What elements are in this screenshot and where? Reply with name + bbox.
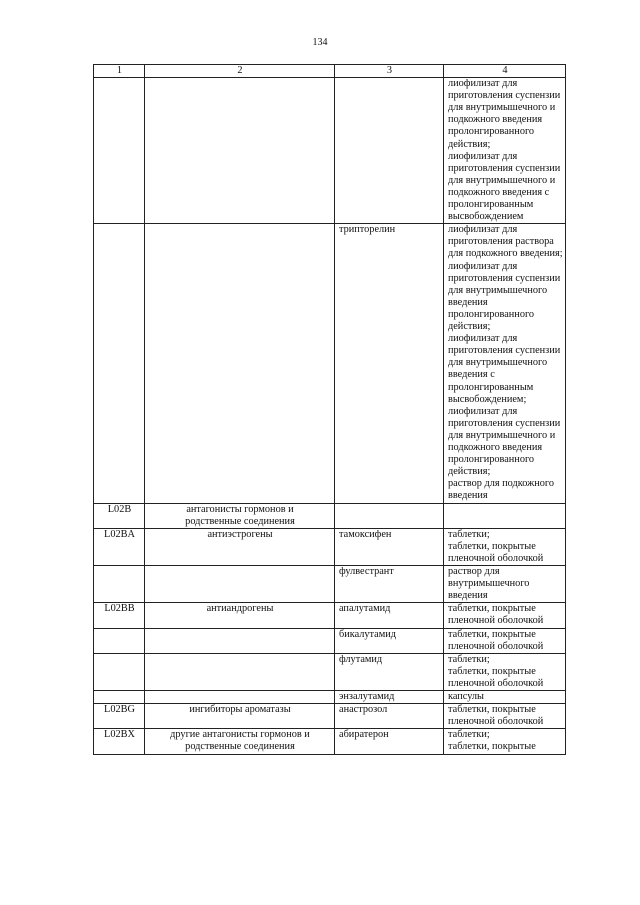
group-name-cell: [145, 653, 335, 690]
column-header-3: 3: [335, 65, 444, 78]
drug-name-cell: [335, 729, 444, 754]
dosage-form-cell: [444, 704, 566, 729]
cell-text-line: антагонисты гормонов и: [186, 503, 294, 515]
table-row: [94, 78, 566, 224]
cell-text-line: флутамид: [339, 653, 383, 665]
drug-name-cell: [335, 691, 444, 704]
dosage-form-cell: [444, 78, 566, 224]
table-row: [94, 603, 566, 628]
cell-text-line: родственные соединения: [185, 741, 295, 753]
group-name-cell: [145, 528, 335, 565]
cell-text-line: таблетки, покрытые: [448, 704, 536, 716]
dosage-form-cell: [444, 224, 566, 503]
cell-text-line: приготовления суспензии: [448, 417, 561, 429]
atc-code-cell: [94, 78, 145, 224]
cell-text-line: высвобождением: [448, 211, 524, 223]
table-row: [94, 704, 566, 729]
column-header-1: 1: [94, 65, 145, 78]
table-row: [94, 729, 566, 754]
cell-text-line: антиэстрогены: [207, 528, 273, 540]
cell-text-line: пленочной оболочкой: [448, 552, 544, 564]
table-body: [94, 65, 566, 755]
cell-text-line: приготовления раствора: [448, 236, 554, 248]
cell-text-line: другие антагонисты гормонов и: [170, 729, 310, 741]
drug-name-cell: [335, 224, 444, 503]
atc-code-cell: [94, 628, 145, 653]
dosage-form-cell: [444, 603, 566, 628]
dosage-form-cell: [444, 653, 566, 690]
cell-text-line: действия;: [448, 321, 491, 333]
cell-text-line: ингибиторы ароматазы: [189, 704, 291, 716]
group-name-cell: [145, 603, 335, 628]
cell-text-line: пленочной оболочкой: [448, 677, 544, 689]
cell-text-line: пролонгированного: [448, 308, 535, 320]
cell-text-line: родственные соединения: [185, 515, 295, 527]
cell-text-line: подкожного введения: [448, 114, 543, 126]
cell-text-line: таблетки;: [448, 729, 490, 741]
cell-text-line: бикалутамид: [339, 628, 397, 640]
cell-text-line: пролонгированного: [448, 454, 535, 466]
table-row: [94, 224, 566, 503]
drug-name-cell: [335, 653, 444, 690]
cell-text-line: анастрозол: [339, 704, 388, 716]
table-row: [94, 653, 566, 690]
dosage-form-cell: [444, 566, 566, 603]
cell-text-line: приготовления суспензии: [448, 272, 561, 284]
drug-name-cell: [335, 704, 444, 729]
drug-name-cell: [335, 603, 444, 628]
group-name-cell: [145, 503, 335, 528]
dosage-form-cell: [444, 691, 566, 704]
cell-text-line: лиофилизат для: [448, 260, 518, 272]
table-header-row: [94, 65, 566, 78]
table-row: [94, 566, 566, 603]
cell-text-line: введения с: [448, 369, 495, 381]
cell-text-line: антиандрогены: [206, 603, 274, 615]
cell-text-line: пролонгированным: [448, 381, 534, 393]
cell-text-line: капсулы: [448, 691, 484, 703]
atc-code-cell: [94, 566, 145, 603]
column-header-4: 4: [444, 65, 566, 78]
dosage-form-cell: [444, 729, 566, 754]
table-row: [94, 503, 566, 528]
atc-code-cell: [94, 224, 145, 503]
cell-text-line: для подкожного введения;: [448, 248, 563, 260]
dosage-form-cell: [444, 503, 566, 528]
group-name-cell: [145, 628, 335, 653]
cell-text-line: лиофилизат для: [448, 150, 518, 162]
cell-text-line: раствор для: [448, 566, 500, 578]
cell-text-line: приготовления суспензии: [448, 90, 561, 102]
drug-name-cell: [335, 528, 444, 565]
cell-text-line: абиратерон: [339, 729, 389, 741]
cell-text-line: высвобождением;: [448, 393, 527, 405]
cell-text-line: для внутримышечного и: [448, 102, 556, 114]
cell-text-line: таблетки, покрытые: [448, 665, 536, 677]
group-name-cell: [145, 691, 335, 704]
cell-text-line: таблетки, покрытые: [448, 603, 536, 615]
atc-code-cell: L02BG: [94, 704, 145, 729]
cell-text-line: пленочной оболочкой: [448, 615, 544, 627]
cell-text-line: пленочной оболочкой: [448, 640, 544, 652]
cell-text-line: таблетки, покрытые: [448, 741, 536, 753]
cell-text-line: подкожного введения: [448, 441, 543, 453]
table-row: [94, 691, 566, 704]
drug-name-cell: [335, 503, 444, 528]
cell-text-line: лиофилизат для: [448, 224, 518, 236]
atc-code-cell: L02BA: [94, 528, 145, 565]
cell-text-line: апалутамид: [339, 603, 391, 615]
drug-name-cell: [335, 78, 444, 224]
cell-text-line: действия;: [448, 466, 491, 478]
cell-text-line: для внутримышечного: [448, 284, 548, 296]
cell-text-line: введения: [448, 296, 488, 308]
cell-text-line: пленочной оболочкой: [448, 716, 544, 728]
cell-text-line: введения: [448, 590, 488, 602]
medication-table: [93, 64, 566, 755]
group-name-cell: [145, 704, 335, 729]
drug-name-cell: [335, 628, 444, 653]
cell-text-line: трипторелин: [339, 224, 396, 236]
cell-text-line: пролонгированным: [448, 199, 534, 211]
cell-text-line: раствор для подкожного: [448, 478, 555, 490]
cell-text-line: тамоксифен: [339, 528, 392, 540]
column-header-2: 2: [145, 65, 335, 78]
cell-text-line: лиофилизат для: [448, 405, 518, 417]
group-name-cell: [145, 729, 335, 754]
group-name-cell: [145, 224, 335, 503]
cell-text-line: лиофилизат для: [448, 78, 518, 90]
cell-text-line: энзалутамид: [339, 691, 395, 703]
cell-text-line: для внутримышечного: [448, 357, 548, 369]
cell-text-line: таблетки, покрытые: [448, 628, 536, 640]
atc-code-cell: L02BX: [94, 729, 145, 754]
group-name-cell: [145, 566, 335, 603]
group-name-cell: [145, 78, 335, 224]
cell-text-line: таблетки;: [448, 528, 490, 540]
cell-text-line: действия;: [448, 138, 491, 150]
cell-text-line: пролонгированного: [448, 126, 535, 138]
cell-text-line: таблетки;: [448, 653, 490, 665]
cell-text-line: введения: [448, 490, 488, 502]
atc-code-cell: [94, 691, 145, 704]
cell-text-line: приготовления суспензии: [448, 162, 561, 174]
cell-text-line: внутримышечного: [448, 578, 530, 590]
atc-code-cell: L02BB: [94, 603, 145, 628]
cell-text-line: таблетки, покрытые: [448, 540, 536, 552]
cell-text-line: для внутримышечного и: [448, 174, 556, 186]
drug-name-cell: [335, 566, 444, 603]
cell-text-line: для внутримышечного и: [448, 429, 556, 441]
dosage-form-cell: [444, 528, 566, 565]
cell-text-line: лиофилизат для: [448, 333, 518, 345]
cell-text-line: подкожного введения с: [448, 186, 550, 198]
table-row: [94, 628, 566, 653]
atc-code-cell: L02B: [94, 503, 145, 528]
cell-text-line: приготовления суспензии: [448, 345, 561, 357]
page-number: 134: [312, 37, 328, 48]
cell-text-line: фулвестрант: [339, 566, 394, 578]
atc-code-cell: [94, 653, 145, 690]
table-row: [94, 528, 566, 565]
dosage-form-cell: [444, 628, 566, 653]
